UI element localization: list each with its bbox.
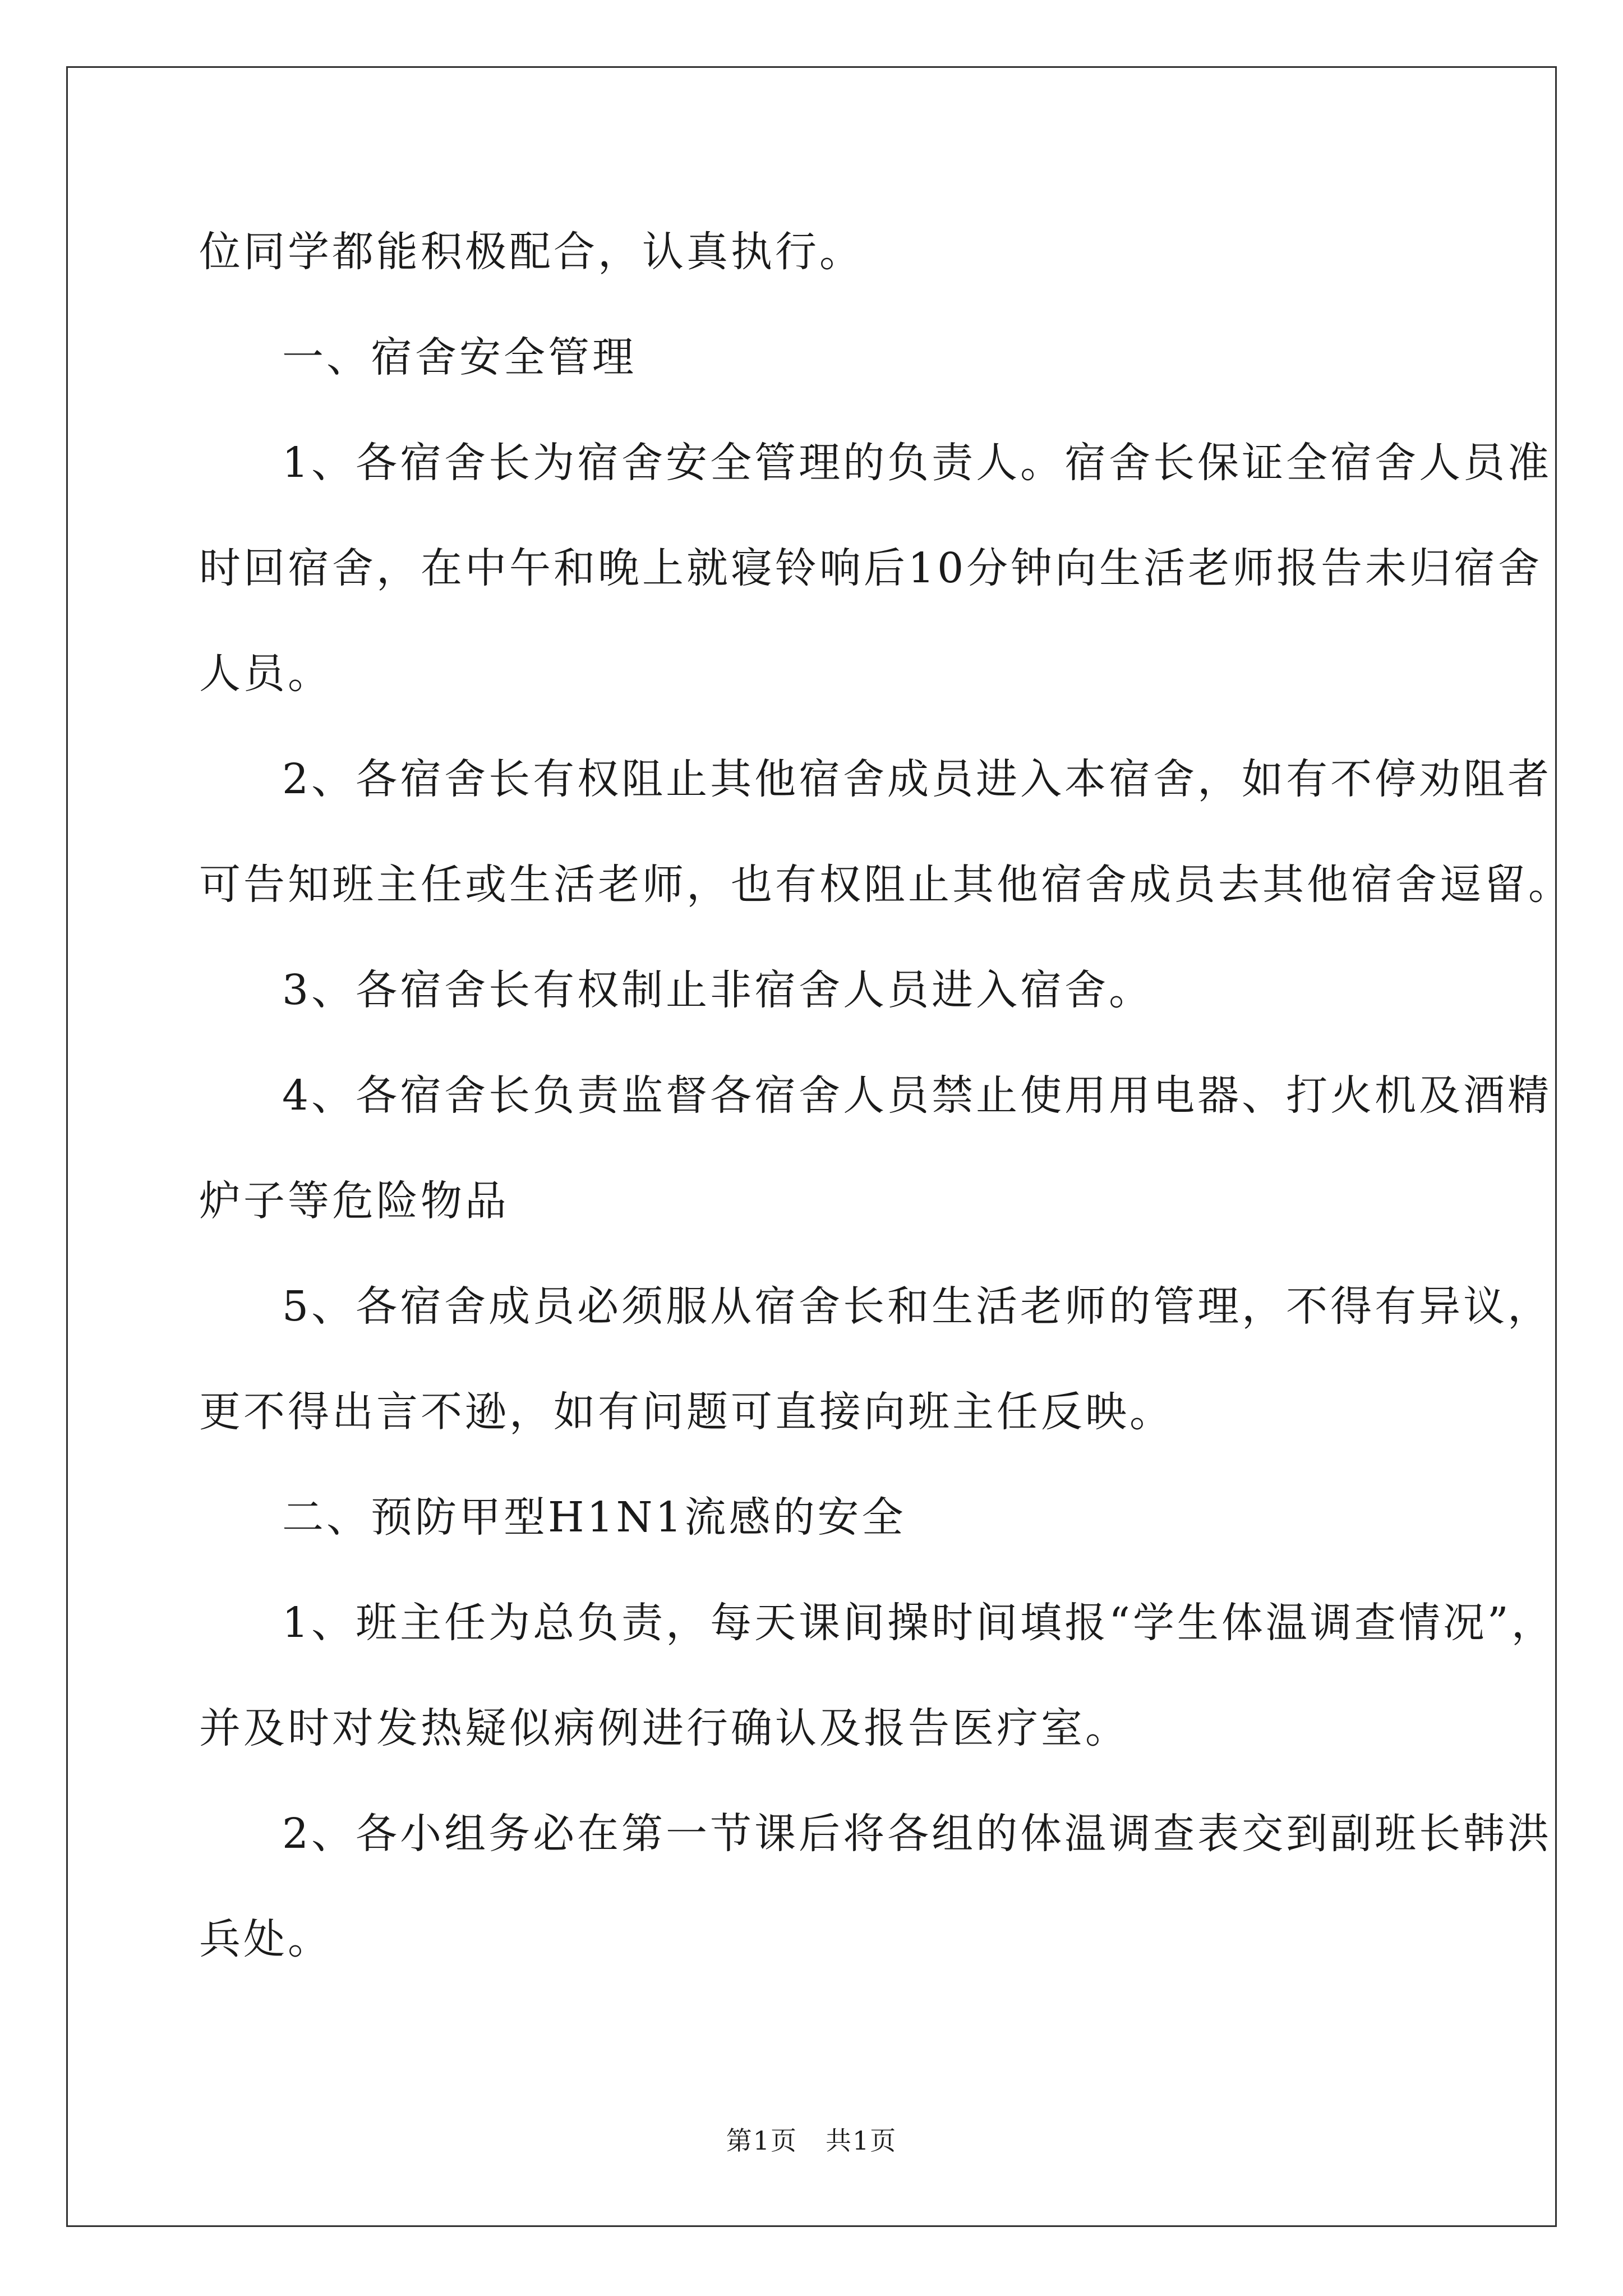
page-number: 第1页: [726, 2125, 797, 2156]
text-line: 2、各宿舍长有权阻止其他宿舍成员进入本宿舍，如有不停劝阻者: [282, 755, 1552, 803]
page-footer: [0, 2120, 1623, 2157]
text-line: 炉子等危险物品: [199, 1177, 509, 1225]
text-line: 位同学都能积极配合，认真执行。: [199, 228, 864, 276]
section-heading: 一、宿舍安全管理: [282, 333, 637, 381]
text-line: 并及时对发热疑似病例进行确认及报告医疗室。: [199, 1704, 1129, 1752]
text-line: 3、各宿舍长有权制止非宿舍人员进入宿舍。: [282, 966, 1154, 1014]
text-line: 4、各宿舍长负责监督各宿舍人员禁止使用用电器、打火机及酒精: [282, 1071, 1552, 1120]
text-line: 5、各宿舍成员必须服从宿舍长和生活老师的管理，不得有异议，: [282, 1282, 1552, 1331]
text-line: 人员。: [199, 650, 332, 698]
text-line: 更不得出言不逊，如有问题可直接向班主任反映。: [199, 1388, 1174, 1436]
text-line: 1、班主任为总负责，每天课间操时间填报“学生体温调查情况”，: [282, 1599, 1556, 1647]
text-line: 2、各小组务必在第一节课后将各组的体温调查表交到副班长韩洪: [282, 1810, 1552, 1858]
document-body: [199, 199, 1573, 1992]
text-line: 兵处。: [199, 1915, 332, 1963]
section-heading: 二、预防甲型H1N1流感的安全: [282, 1493, 906, 1542]
text-line: 时回宿舍，在中午和晚上就寝铃响后10分钟向生活老师报告未归宿舍: [199, 544, 1543, 592]
page-total: 共1页: [826, 2125, 897, 2156]
text-line: 1、各宿舍长为宿舍安全管理的负责人。宿舍长保证全宿舍人员准: [282, 439, 1552, 487]
text-line: 可告知班主任或生活老师，也有权阻止其他宿舍成员去其他宿舍逗留。: [199, 861, 1573, 909]
